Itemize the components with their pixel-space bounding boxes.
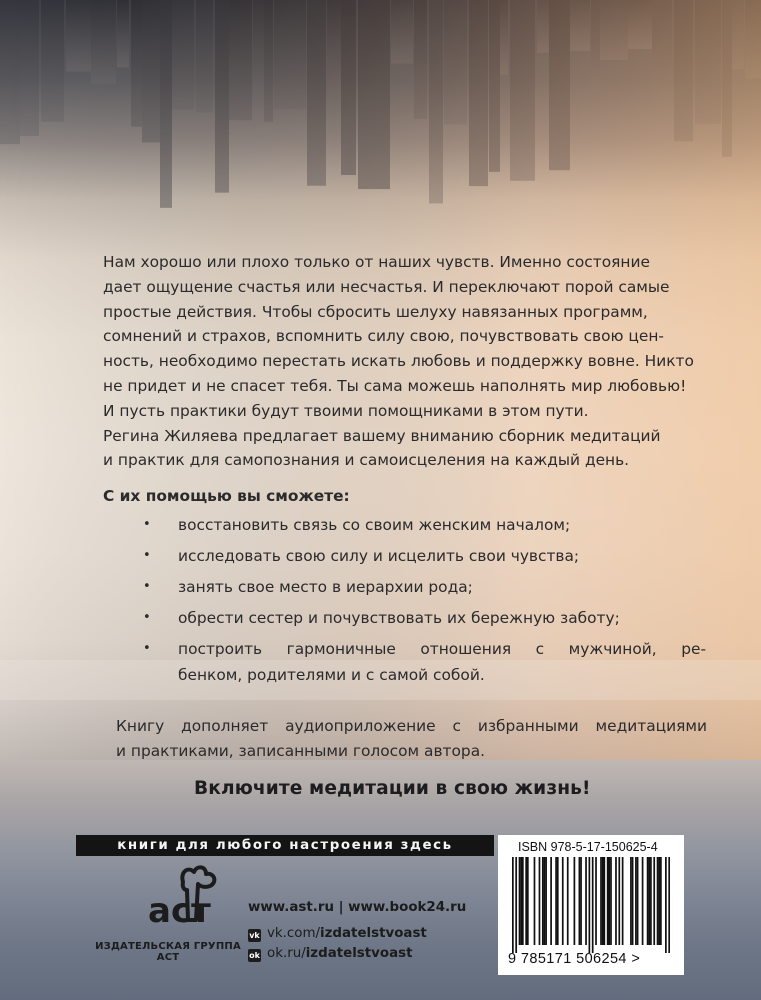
barcode-bar — [637, 857, 639, 945]
list-item-text: занять свое место в иерархии рода; — [178, 578, 473, 596]
barcode-bar — [592, 857, 594, 953]
barcode-bar — [595, 857, 597, 945]
barcode-bar — [653, 857, 655, 945]
publisher-name: ИЗДАТЕЛЬСКАЯ ГРУППА АСТ — [95, 941, 241, 963]
ast-logo-text: аст — [148, 891, 211, 931]
ast-logo — [88, 860, 248, 952]
barcode-bar — [615, 857, 617, 945]
barcode-bar — [520, 857, 522, 945]
barcode-bar — [515, 857, 517, 953]
barcode-bar — [647, 857, 649, 945]
bullet-icon: • — [143, 517, 151, 532]
barcode-bar — [600, 857, 602, 945]
bullet-icon: • — [143, 641, 151, 656]
barcode-bar — [557, 857, 559, 945]
bullet-icon: • — [143, 548, 151, 563]
barcode-bar — [567, 857, 569, 945]
list-item-text: бенком, родителями и с самой собой. — [178, 666, 485, 684]
tagline-banner: книги для любого настроения здесь — [76, 835, 494, 856]
publisher-websites[interactable]: www.ast.ru | www.book24.ru — [248, 900, 467, 915]
barcode-bar — [580, 857, 582, 945]
vk-icon: vk — [249, 931, 260, 940]
description-line: И пусть практики будут твоими помощниками в этом пути. — [103, 401, 589, 420]
description-paragraph — [103, 250, 707, 473]
barcode-bar — [522, 857, 524, 945]
barcode-bar — [607, 857, 609, 945]
ok-link[interactable] — [248, 946, 413, 962]
ok-handle: izdatelstvoast — [305, 946, 413, 961]
isbn-digits: 9 785171 506254 > — [508, 951, 641, 967]
odnoklassniki-icon: ok — [249, 951, 260, 960]
barcode-bar — [660, 857, 662, 945]
description-line: не придет и не спасет тебя. Ты сама можешь наполнять мир любовью! — [103, 376, 687, 395]
barcode-bar — [657, 857, 659, 945]
list-item — [143, 636, 706, 688]
list-item-text: исследовать свою силу и исцелить свои чувства; — [178, 547, 580, 565]
barcode-bar — [527, 857, 529, 945]
barcode-bar — [579, 857, 581, 945]
description-line: дает ощущение счастья или несчастья. И переключают порой самые — [103, 277, 670, 296]
barcode-bar — [610, 857, 612, 945]
description-line: ность, необходимо перестать искать любовь и поддержку вовне. Никто — [103, 352, 694, 371]
barcode-bar — [630, 857, 632, 945]
barcode-bar — [648, 857, 650, 945]
barcode-bar — [555, 857, 557, 945]
barcode-bar — [608, 857, 610, 945]
barcode-bar — [562, 857, 564, 945]
description-line: Регина Жиляева предлагает вашему вниманию сборник медитаций — [103, 426, 661, 445]
vk-link[interactable] — [248, 926, 427, 942]
barcode-bar — [658, 857, 660, 945]
bullet-icon: • — [143, 579, 151, 594]
barcode-bar — [665, 857, 667, 953]
barcode-bar — [574, 857, 576, 945]
barcode-bar — [635, 857, 637, 945]
barcode-bar — [519, 857, 521, 945]
list-item — [143, 605, 706, 631]
list-item-text: восстановить связь со своим женским началом; — [178, 516, 571, 534]
list-item-text: обрести сестер и почувствовать их бережную заботу; — [178, 609, 620, 627]
barcode-bar — [618, 857, 620, 945]
audio-line: и практиками, записанными голосом автора. — [116, 742, 486, 760]
audio-note — [116, 714, 707, 764]
barcode-bar — [650, 857, 652, 945]
barcode-bar — [544, 857, 546, 945]
bullet-icon: • — [143, 610, 151, 625]
vk-prefix: vk.com/ — [267, 926, 321, 941]
barcode-bar — [622, 857, 624, 945]
isbn-label: ISBN 978-5-17-150625-4 — [518, 840, 658, 854]
barcode-bar — [589, 857, 591, 953]
description-line: простые действия. Чтобы сбросить шелуху навязанных программ, — [103, 302, 648, 321]
barcode-bar — [668, 857, 670, 953]
call-to-action: Включите медитации в свою жизнь! — [194, 778, 591, 799]
barcode-bar — [603, 857, 605, 945]
list-item — [143, 574, 706, 600]
description-line: Нам хорошо или плохо только от наших чувств. Именно состояние — [103, 253, 650, 271]
audio-line: Книгу дополняет аудиоприложение с избранными медитациями — [116, 717, 707, 735]
isbn-box — [498, 835, 684, 975]
barcode-bar — [542, 857, 544, 945]
description-line: и практик для самопознания и самоисцеления на каждый день. — [103, 451, 630, 470]
barcode-bar — [525, 857, 527, 945]
description-line: сомнений и страхов, вспомнить силу свою, почувствовать свою цен- — [103, 327, 664, 346]
barcode-bar — [602, 857, 604, 945]
list-item — [143, 512, 706, 538]
barcode-bar — [642, 857, 644, 945]
barcode-bar — [550, 857, 552, 945]
barcode — [512, 857, 670, 953]
list-item — [143, 543, 706, 569]
barcode-bar — [539, 857, 541, 945]
list-item-text: построить гармоничные отношения с мужчиной, ре- — [178, 640, 706, 658]
barcode-bar — [534, 857, 536, 945]
ok-prefix: ok.ru/ — [267, 946, 306, 961]
barcode-bar — [632, 857, 634, 945]
barcode-bar — [545, 857, 547, 945]
barcode-bar — [512, 857, 514, 953]
benefits-heading: С их помощью вы сможете: — [103, 487, 350, 505]
vk-handle: izdatelstvoast — [320, 926, 427, 941]
barcode-bar — [585, 857, 587, 945]
